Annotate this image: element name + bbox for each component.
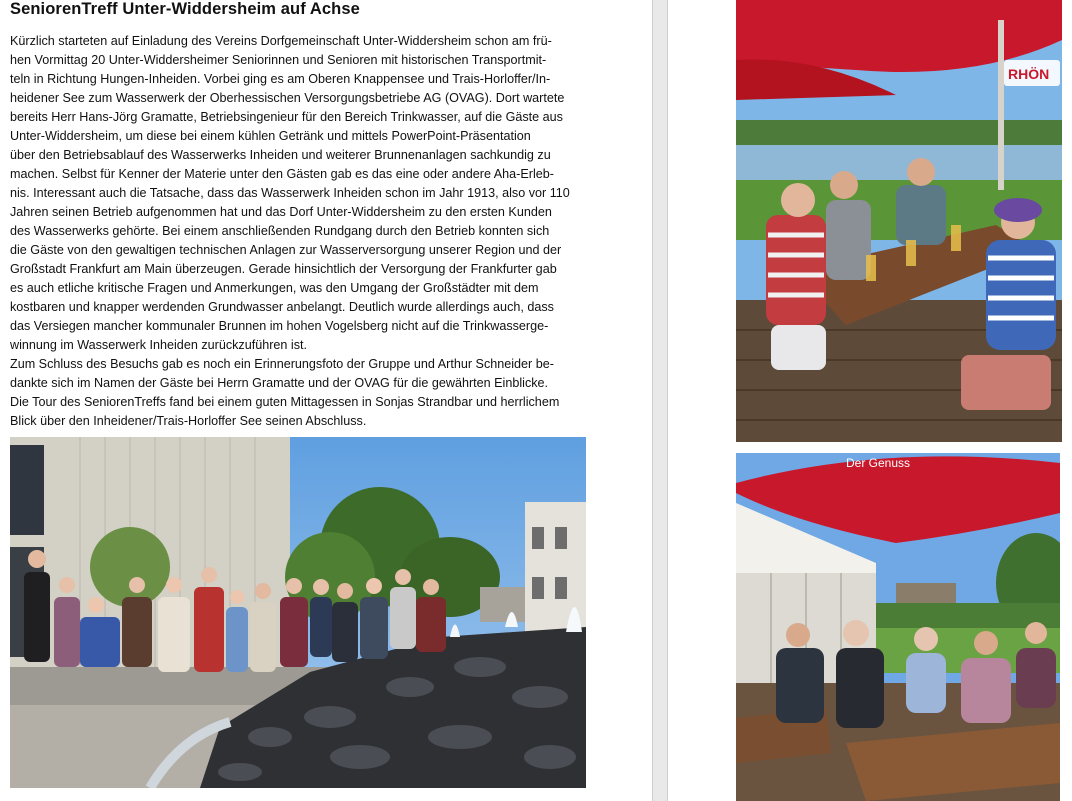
article-body: [10, 32, 590, 431]
beach-bar-photo: [736, 453, 1060, 801]
body-line: nis. Interessant auch die Tatsache, dass das Wasserwerk Inheiden schon im Jahr 1913, also vor 110: [10, 186, 570, 200]
lake-table-photo: [736, 0, 1062, 442]
body-line: Großstadt Frankfurt am Main überzeugen. Gerade hinsichtlich der Versorgung der Frankfurter gab: [10, 262, 557, 276]
body-line: des Wasserwerks gehörte. Bei einem anschließenden Rundgang durch den Betrieb konnten sich: [10, 224, 550, 238]
body-line: teln in Richtung Hungen-Inheiden. Vorbei ging es am Oberen Knappensee und Trais-Horloffer/In-: [10, 72, 551, 86]
page-gutter: [652, 0, 668, 801]
body-line: kostbaren und knapper werdenden Grundwasser anbelangt. Deutlich wurde allerdings auch, dass: [10, 300, 554, 314]
body-line: dankte sich im Namen der Gäste bei Herrn Gramatte und der OVAG für die gewährten Einblicke.: [10, 376, 549, 390]
body-line: über den Betriebsablauf des Wasserwerks Inheiden und weiterer Brunnenanlagen sachkundig zu: [10, 148, 551, 162]
article-title: SeniorenTreff Unter-Widdersheim auf Achse: [10, 0, 360, 18]
body-line: die Gäste von den gewaltigen technischen Anlagen zur Wasserversorgung unserer Region und der: [10, 243, 562, 257]
body-line: hen Vormittag 20 Unter-Widdersheimer Seniorinnen und Senioren mit historischen Transportmit-: [10, 53, 547, 67]
body-line: Unter-Widdersheim, um diese bei einem kühlen Getränk und mittels PowerPoint-Präsentation: [10, 129, 531, 143]
body-line: Blick über den Inheidener/Trais-Horloffer See seinen Abschluss.: [10, 414, 367, 428]
body-line: es auch etliche kritische Fragen und Anmerkungen, was den Umgang der Großstädter mit dem: [10, 281, 539, 295]
body-line: machen. Selbst für Kenner der Materie unter den Gästen gab es das eine oder andere Aha-Erleb-: [10, 167, 554, 181]
body-line: Die Tour des SeniorenTreffs fand bei einem guten Mittagessen in Sonjas Strandbar und herrlichem: [10, 395, 560, 409]
body-line: Jahren seinen Betrieb aufgenommen hat und das Dorf Unter-Widdersheim zu den ersten Kunden: [10, 205, 552, 219]
umbrella-label: RHÖN: [1008, 66, 1050, 82]
body-line: bereits Herr Hans-Jörg Gramatte, Betriebsingenieur für den Bereich Trinkwasser, auf die Gäste aus: [10, 110, 563, 124]
body-line: Kürzlich starteten auf Einladung des Vereins Dorfgemeinschaft Unter-Widdersheim schon am frü-: [10, 34, 552, 48]
body-line: das Versiegen mancher kommunaler Brunnen im hohen Vogelsberg nicht auf die Trinkwasserge-: [10, 319, 549, 333]
group-photo: [10, 437, 586, 788]
body-line: winnung im Wasserwerk Inheiden zurückzuführen ist.: [10, 338, 308, 352]
umbrella-label: Der Genuss: [846, 456, 911, 470]
body-line: heidener See zum Wasserwerk der Oberhessischen Versorgungsbetriebe AG (OVAG). Dort wartete: [10, 91, 565, 105]
body-line: Zum Schluss des Besuchs gab es noch ein Erinnerungsfoto der Gruppe und Arthur Schneider be-: [10, 357, 554, 371]
